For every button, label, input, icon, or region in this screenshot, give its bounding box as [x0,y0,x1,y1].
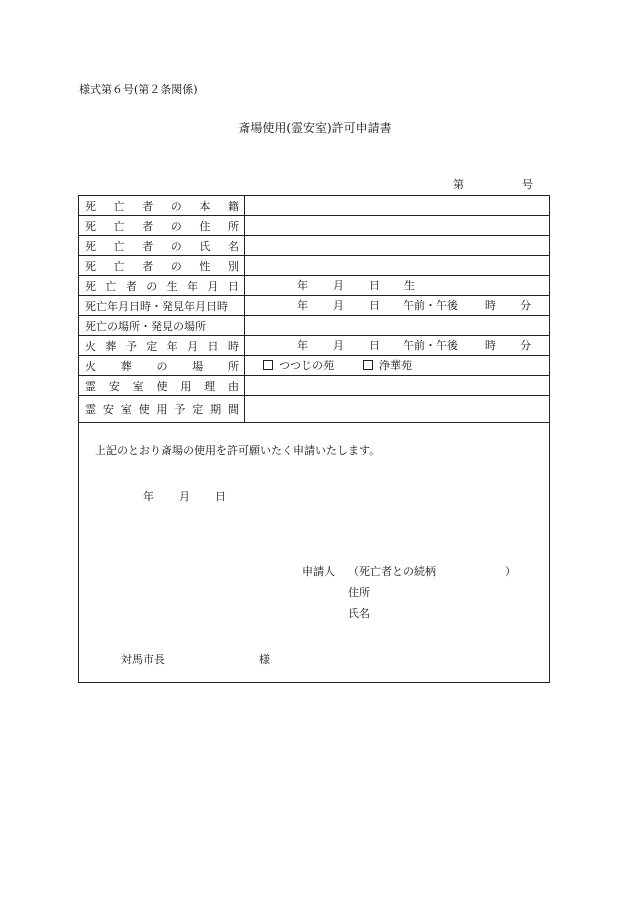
label-char: の [170,259,182,273]
option-jokaen-label: 浄華苑 [379,359,412,372]
label-char: 葬 [105,339,117,353]
death-fun: 分 [520,299,531,312]
applicant-relation-close: ） [505,565,516,578]
label-char: 場 [192,359,204,373]
death-hi: 日 [369,299,380,312]
row-cremation-time [79,336,549,356]
label-char: 者 [142,239,154,253]
cremation-ampm: 午前・午後 [403,339,458,352]
birth-sei: 生 [404,279,415,292]
death-tsuki: 月 [333,299,344,312]
sign-date-nen: 年 [143,490,154,503]
number-go: 号 [522,178,533,191]
statement: 上記のとおり斎場の使用を許可願いたく申請いたします。 [95,444,381,457]
label-char: 葬 [120,359,132,373]
row-period [79,396,549,423]
label-birth [79,276,245,295]
label-char: の [170,219,182,233]
label-char: 年 [166,339,178,353]
label-char: 霊 [85,403,96,416]
row-death-place [79,316,549,336]
row-death-time [79,296,549,316]
option-tsutsuji-label: つつじの苑 [279,359,334,372]
label-char: 間 [228,403,239,416]
label-char: の [156,359,168,373]
label-char: 日 [227,279,239,293]
label-char: 住 [199,219,211,233]
row-cremation-place [79,356,549,376]
option-jokaen[interactable] [363,356,412,375]
sign-date-tsuki: 月 [179,490,190,503]
label-death-place: 死亡の場所・発見の場所 [79,316,245,335]
addressee-mayor: 対馬市長 [121,653,165,666]
label-char: 死 [85,239,96,253]
label-shimei [79,236,245,255]
label-period [79,396,245,422]
label-char: 使 [138,403,150,416]
applicant-label: 申請人 [302,565,335,578]
death-ampm: 午前・午後 [403,299,458,312]
label-char: 用 [180,379,192,393]
label-char: 火 [85,339,96,353]
row-jusho [79,216,549,236]
label-char: 別 [227,259,239,273]
label-char: 死 [85,259,96,273]
addressee-sama: 様 [259,653,270,666]
applicant-name-label: 氏名 [348,607,370,620]
label-char: 安 [108,379,120,393]
birth-hi: 日 [369,279,380,292]
label-char: 日 [207,339,219,353]
label-char: 亡 [105,279,117,293]
label-cremation-place [79,356,245,375]
label-char: 本 [199,199,211,213]
cremation-ji: 時 [485,339,496,352]
label-char: 籍 [227,199,239,213]
label-char: の [146,279,158,293]
label-char: 者 [125,279,137,293]
label-char: 使 [156,379,168,393]
label-char: 所 [228,359,239,373]
label-char: 月 [207,279,219,293]
label-char: 安 [102,403,114,416]
cremation-hi: 日 [369,339,380,352]
label-seibetsu [79,256,245,275]
number-dai: 第 [453,178,464,191]
label-char: 性 [199,259,211,273]
label-char: 期 [210,403,222,416]
label-char: 死 [85,199,96,213]
applicant-relation: （死亡者との続柄 [348,565,436,578]
label-char: 定 [192,403,204,416]
death-nen: 年 [297,299,308,312]
label-cremation-time [79,336,245,355]
label-char: 所 [227,219,239,233]
birth-tsuki: 月 [333,279,344,292]
label-char: 室 [132,379,144,393]
checkbox-icon[interactable] [263,360,273,370]
application-form-table [78,195,550,683]
row-seibetsu [79,256,549,276]
label-char: 者 [142,199,154,213]
label-char: 予 [125,339,137,353]
label-char: 亡 [113,239,125,253]
label-char: 死 [85,219,96,233]
label-char: 年 [187,279,199,293]
row-reason [79,376,549,396]
cremation-tsuki: 月 [333,339,344,352]
label-char: 名 [227,239,239,253]
label-char: 火 [85,359,96,373]
label-char: の [170,199,182,213]
label-honseki [79,196,245,215]
birth-nen: 年 [297,279,308,292]
label-char: 生 [166,279,178,293]
label-char: 亡 [113,199,125,213]
form-id: 様式第６号(第２条関係) [79,83,198,96]
cremation-fun: 分 [520,339,531,352]
label-char: 亡 [113,259,125,273]
label-char: 室 [120,403,132,416]
applicant-address-label: 住所 [348,586,370,599]
label-death-time: 死亡年月日時・発見年月日時 [79,296,245,315]
label-char: の [170,239,182,253]
label-char: 者 [142,259,154,273]
label-char: 月 [187,339,199,353]
label-char: 氏 [199,239,211,253]
label-char: 用 [156,403,168,416]
label-char: 時 [227,339,239,353]
document-title: 斎場使用(霊安室)許可申請書 [238,121,392,135]
option-tsutsuji[interactable] [263,356,334,375]
label-jusho [79,216,245,235]
label-char: 死 [85,279,96,293]
row-honseki [79,196,549,216]
label-char: 理 [204,379,216,393]
label-reason [79,376,245,395]
row-shimei [79,236,549,256]
label-char: 者 [142,219,154,233]
label-char: 由 [227,379,239,393]
label-char: 定 [146,339,158,353]
checkbox-icon[interactable] [363,360,373,370]
sign-date-hi: 日 [215,490,226,503]
cremation-nen: 年 [297,339,308,352]
label-char: 亡 [113,219,125,233]
label-char: 霊 [85,379,96,393]
death-ji: 時 [485,299,496,312]
row-birth [79,276,549,296]
label-char: 予 [174,403,186,416]
